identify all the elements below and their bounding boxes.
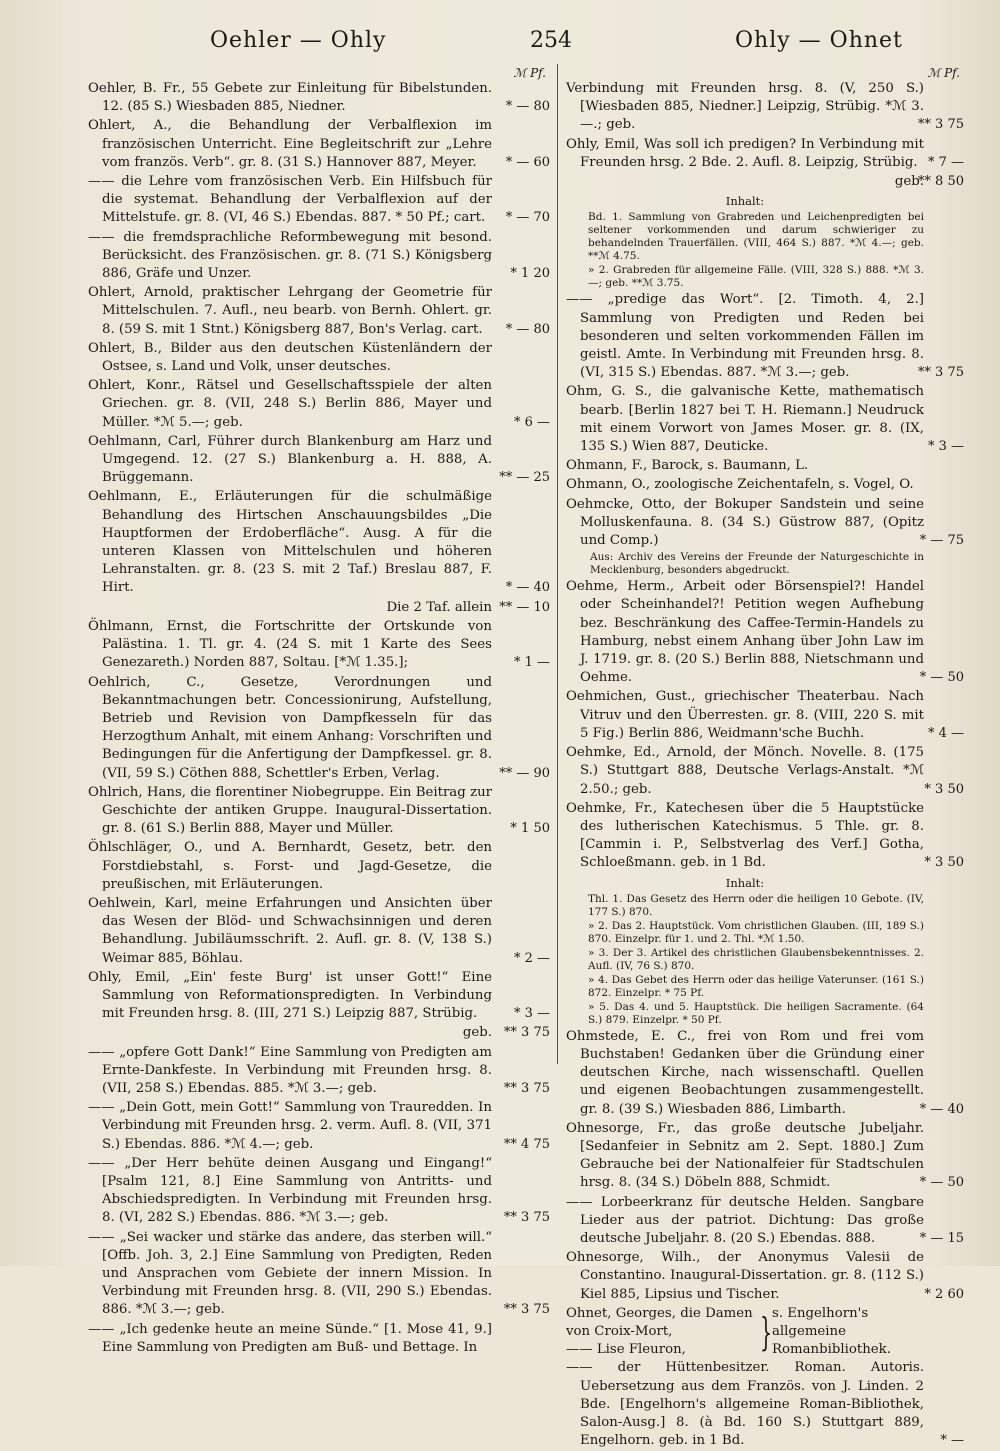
- ohnet-huettenbesitzer-entry: [566, 1359, 964, 1450]
- bracket-left-line-1: Ohnet, Georges, die Damen von Croix-Mort,: [566, 1305, 753, 1339]
- header-right-title: Ohly — Ohnet: [735, 28, 903, 53]
- entry-text: Oehlwein, Karl, meine Erfahrungen und Ansichten über das Wesen der Blöd- und Schwachsinnigen und deren Behandlung. Jubiläumsschrift. 2. Aufl. gr. 8. (V, 138 S.) Weimar 885, Böhlau.: [88, 895, 492, 966]
- entry-text: —— „opfere Gott Dank!“ Eine Sammlung von Predigten am Ernte-Dankfeste. In Verbindung mit Freunden hrsg. 8. (VII, 258 S.) Ebendas. 885. *ℳ 3.—; geb.: [88, 1044, 492, 1096]
- catalog-entry: [88, 969, 550, 1024]
- entry-text: Oehlmann, E., Erläuterungen für die schulmäßige Behandlung des Hirtschen Anschauungsbildes „Die Hauptformen der Erdoberfläche“. Ausg. A für die unteren Klassen von Mittelschulen und höheren Lehranstalten. gr. 8. (23 S. mit 2 Taf.) Breslau 887, F. Hirt.: [88, 489, 492, 596]
- catalog-entry: [566, 1249, 964, 1304]
- entry-text: Ohlert, Konr., Rätsel und Gesellschaftsspiele der alten Griechen. gr. 8. (VII, 248 S.) Berlin 886, Mayer und Müller. *ℳ 5.—; geb.: [88, 378, 492, 430]
- catalog-entry: [88, 377, 550, 432]
- catalog-entry: [88, 599, 550, 617]
- entry-text: Oehler, B. Fr., 55 Gebete zur Einleitung für Bibelstunden. 12. (85 S.) Wiesbaden 885, Niedner.: [88, 81, 492, 115]
- entry-text: » 2. Das 2. Hauptstück. Vom christlichen Glauben. (III, 189 S.) 870. Einzelpr. für 1. und 2. Thl. *ℳ 1.50.: [588, 919, 924, 945]
- entry-price: * — 50: [919, 670, 964, 686]
- entry-text: Ohlert, B., Bilder aus den deutschen Küstenländern der Ostsee, s. Land und Volk, unser deutsches.: [88, 340, 492, 375]
- entry-text: —— die fremdsprachliche Reformbewegung mit besond. Berücksicht. des Französischen. gr. 8. (71 S.) Königsberg 886, Gräfe und Unzer.: [88, 229, 492, 282]
- catalog-entry: [566, 383, 964, 456]
- entry-text: Öhlmann, Ernst, die Fortschritte der Ortskunde von Palästina. 1. Tl. gr. 4. (24 S. mit 1 Karte des Sees Genezareth.) Norden 887, Soltau. [*ℳ 1.35.];: [88, 618, 492, 671]
- catalog-entry: [566, 291, 964, 382]
- entry-text: Thl. 1. Das Gesetz des Herrn oder die heiligen 10 Gebote. (IV, 177 S.) 870.: [588, 892, 924, 918]
- catalog-entry: [566, 457, 964, 475]
- catalog-entry: [88, 173, 550, 228]
- entry-text: Oehmke, Ed., Arnold, der Mönch. Novelle. 8. (175 S.) Stuttgart 888, Deutsche Verlags-Anstalt. *ℳ 2.50.; geb.: [566, 745, 924, 797]
- entry-price: * 7 —: [927, 154, 964, 170]
- left-unit-head: ℳ Pf.: [513, 66, 546, 80]
- header-left-title: Oehler — Ohly: [210, 28, 387, 53]
- entry-text: Ohnesorge, Fr., das große deutsche Jubeljahr. [Sedanfeier in Sebnitz am 2. Sept. 1880.] Zum Gebrauche bei der Nationalfeier für Stadtschulen hrsg. 8. (34 S.) Döbeln 888, Schmidt.: [566, 1120, 924, 1191]
- entry-price: ** 3 75: [503, 1025, 550, 1041]
- entry-text: Oehlmann, Carl, Führer durch Blankenburg am Harz und Umgegend. 12. (27 S.) Blankenburg a. H. 888, A. Brüggemann.: [88, 433, 492, 486]
- catalog-entry: [566, 264, 964, 290]
- catalog-entry: [566, 551, 964, 577]
- entry-price: ** — 90: [499, 765, 550, 781]
- entry-price: * 2 —: [513, 950, 550, 966]
- curly-brace-icon: }: [760, 1310, 773, 1355]
- entry-text: Ohly, Emil, „Ein' feste Burg' ist unser Gott!“ Eine Sammlung von Reformationspredigten. In Verbindung mit Freunden hrsg. 8. (III, 271 S.) Leipzig 887, Strübig.: [88, 969, 492, 1022]
- entry-text: Ohm, G. S., die galvanische Kette, mathematisch bearb. [Berlin 1827 bei T. H. Riemann.] Neudruck mit einem Vorwort von James Moser. gr. 8. (IX, 135 S.) Wien 887, Deuticke.: [566, 384, 924, 455]
- entry-price: ** 3 75: [503, 1302, 550, 1318]
- catalog-entry: [88, 1155, 550, 1228]
- catalog-entry: [566, 476, 964, 494]
- bracket-right-text: s. Engelhorn's allgemeine Romanbibliothek.: [772, 1305, 891, 1358]
- page-number: 254: [530, 28, 572, 53]
- catalog-entry: [566, 920, 964, 946]
- catalog-entry: [88, 488, 550, 597]
- entry-text: Ohmann, O., zoologische Zeichentafeln, s. Vogel, O.: [566, 477, 914, 493]
- catalog-entry: [566, 192, 964, 210]
- bracket-left-line-2: —— Lise Fleuron,: [566, 1342, 686, 1358]
- catalog-entry: [88, 433, 550, 488]
- entry-price: ** 8 50: [917, 174, 964, 190]
- entry-text: » 4. Das Gebet des Herrn oder das heilige Vaterunser. (161 S.) 872. Einzelpr. * 75 Pf.: [588, 973, 924, 999]
- entry-text: Oehmcke, Otto, der Bokuper Sandstein und seine Molluskenfauna. 8. (34 S.) Güstrow 887, (Opitz und Comp.): [566, 496, 924, 549]
- entry-text: Oehmke, Fr., Katechesen über die 5 Hauptstücke des lutherischen Katechismus. 5 Thle. gr. 8. [Cammin i. P., Selbstverlag des Verf.] Gotha, Schloeßmann. geb. in 1 Bd.: [566, 800, 924, 871]
- entry-text: » 5. Das 4. und 5. Hauptstück. Die heiligen Sacramente. (64 S.) 879. Einzelpr. * 50 Pf.: [588, 1000, 924, 1026]
- catalog-entry: [566, 1120, 964, 1193]
- entry-price: * 3 50: [924, 781, 964, 797]
- right-column: [566, 66, 964, 1451]
- entry-price: * 1 —: [513, 655, 550, 671]
- catalog-entry: [566, 974, 964, 1000]
- entry-price: * — 80: [505, 99, 550, 115]
- entry-text: Ohlert, A., die Behandlung der Verbalflexion im französischen Unterricht. Eine Begleitschrift zur „Lehre vom französ. Verb“. gr. 8. (31 S.) Hannover 887, Meyer.: [88, 118, 492, 170]
- entry-price: * 3 —: [927, 439, 964, 455]
- entry-text: Ohlrich, Hans, die florentiner Niobegruppe. Ein Beitrag zur Geschichte der antiken Gruppe. Inaugural-Dissertation. gr. 8. (61 S.) Berlin 888, Mayer und Müller.: [88, 784, 492, 837]
- entry-price: * — 75: [919, 533, 964, 549]
- catalog-entry: [566, 211, 964, 263]
- catalog-entry: [566, 744, 964, 799]
- catalog-entry: [88, 284, 550, 339]
- entry-text: Oehmichen, Gust., griechischer Theaterbau. Nach Vitruv und den Überresten. gr. 8. (VIII, 220 S. mit 5 Fig.) Berlin 886, Weidmann'sche Buchh.: [566, 689, 924, 741]
- catalog-entry: [566, 947, 964, 973]
- entry-price: ** — 25: [499, 470, 550, 486]
- entry-text: geb.: [462, 1025, 492, 1041]
- entry-text: Ohmstede, E. C., frei von Rom und frei vom Buchstaben! Gedanken über die Gründung einer deutschen Kirche, nach wissenschaftl. Quellen und eigenen Beobachtungen zusammengestellt. gr. 8. (39 S.) Wiesbaden 886, Limbarth.: [566, 1028, 924, 1117]
- catalog-entry: [566, 1028, 964, 1119]
- bracket-left-texts: [566, 1305, 756, 1360]
- entry-price: * 3 50: [924, 855, 964, 871]
- entry-price: ** 3 75: [917, 365, 964, 381]
- entry-price: * — 50: [919, 1175, 964, 1191]
- entry-text: Ohnesorge, Wilh., der Anonymus Valesii de Constantino. Inaugural-Dissertation. gr. 8. (112 S.) Kiel 885, Lipsius und Tischer.: [566, 1250, 924, 1302]
- left-column: [88, 66, 550, 1358]
- catalog-entry: [566, 1194, 964, 1249]
- catalog-entry: [88, 1024, 550, 1042]
- page-header: [0, 28, 1000, 62]
- entry-price: * — 15: [919, 1230, 964, 1246]
- catalog-entry: [88, 80, 550, 116]
- right-entries: [566, 80, 964, 1304]
- entry-text: —— „Sei wacker und stärke das andere, das sterben will.“ [Offb. Joh. 3, 2.] Eine Sammlung von Predigten, Reden und Ansprachen vom Gebiete der innern Mission. In Verbindung mit Freunden hrsg. 8. (VII, 290 S.) Ebendas. 886. *ℳ 3.—; geb.: [88, 1229, 492, 1318]
- entry-text: Die 2 Taf. allein: [386, 599, 492, 615]
- entry-text: —— „Dein Gott, mein Gott!“ Sammlung von Trauredden. In Verbindung mit Freunden hrsg. 2. verm. Aufl. 8. (VII, 371 S.) Ebendas. 886. *ℳ 4.—; geb.: [88, 1100, 492, 1152]
- catalog-entry: [88, 674, 550, 783]
- entry-price: * 3 —: [513, 1006, 550, 1022]
- entry-price: ** 3 75: [503, 1080, 550, 1096]
- entry-text: » 2. Grabreden für allgemeine Fälle. (VIII, 328 S.) 888. *ℳ 3.—; geb. **ℳ 3.75.: [588, 264, 924, 290]
- entry-text: Inhalt:: [725, 194, 765, 209]
- catalog-entry: [88, 1229, 550, 1320]
- catalog-entry: [88, 895, 550, 968]
- entry-text: —— „predige das Wort“. [2. Timoth. 4, 2.] Sammlung von Predigten und Reden bei besonderen und selten vorkommenden Fällen im geistl. Amte. In Verbindung mit Freunden hrsg. 8. (VI, 315 S.) Ebendas. 887. *ℳ 3.—; geb.: [566, 292, 924, 381]
- entry-text: —— Lorbeerkranz für deutsche Helden. Sangbare Lieder aus der patriot. Dichtung: Das große deutsche Jubeljahr. 8. (20 S.) Ebendas. 888.: [566, 1194, 924, 1246]
- catalog-entry: [88, 618, 550, 673]
- entry-text: —— die Lehre vom französischen Verb. Ein Hilfsbuch für die systemat. Behandlung der Verbalflexion auf der Mittelstufe. gr. 8. (VI, 46 S.) Ebendas. 887. * 50 Pf.; cart.: [88, 174, 492, 226]
- entry-text: » 3. Der 3. Artikel des christlichen Glaubensbekenntnisses. 2. Aufl. (IV, 76 S.) 870.: [588, 946, 924, 972]
- catalog-entry: [566, 893, 964, 919]
- entry-price: * — 80: [505, 321, 550, 337]
- entry-price: * 2 60: [924, 1286, 964, 1302]
- catalog-entry: [566, 578, 964, 687]
- catalog-entry: [566, 496, 964, 551]
- entry-price: * 6 —: [513, 414, 550, 430]
- entry-price: * — 40: [505, 580, 550, 596]
- entry-text: Verbindung mit Freunden hrsg. 8. (V, 250 S.) [Wiesbaden 885, Niedner.] Leipzig, Strübig. *ℳ 3.—.; geb.: [566, 81, 924, 133]
- entry-text: —— der Hüttenbesitzer. Roman. Autoris. Uebersetzung aus dem Französ. von J. Linden. 2 Bde. [Engelhorn's allgemeine Roman-Bibliothek, Salon-Ausg.] 8. (à Bd. 160 S.) Stuttgart 889, Engelhorn. geb. in 1 Bd.: [566, 1360, 924, 1449]
- entry-price: * 1 50: [510, 821, 550, 837]
- entry-price: * — 70: [505, 210, 550, 226]
- catalog-entry: [566, 688, 964, 743]
- catalog-entry: [88, 117, 550, 172]
- entry-text: Ohlert, Arnold, praktischer Lehrgang der Geometrie für Mittelschulen. 7. Aufl., neu bearb. von Bernh. Ohlert. gr. 8. (59 S. mit 1 Stnt.) Königsberg 887, Bon's Verlag. cart.: [88, 285, 492, 337]
- entry-text: —— „Der Herr behüte deinen Ausgang und Eingang!“ [Psalm 121, 8.] Eine Sammlung von Antritts- und Abschiedspredigten. In Verbindung mit Freunden hrsg. 8. (VI, 282 S.) Ebendas. 886. *ℳ 3.—; geb.: [88, 1155, 492, 1226]
- catalog-entry: [88, 784, 550, 839]
- entry-text: Ohmann, F., Barock, s. Baumann, L.: [566, 458, 809, 474]
- right-unit-head: ℳ Pf.: [927, 66, 960, 80]
- entry-price: * —: [940, 1433, 964, 1449]
- entry-text: Oehlrich, C., Gesetze, Verordnungen und Bekanntmachungen betr. Concessionirung, Aufstellung, Betrieb und Revision von Dampfkesseln für das Herzogthum Anhalt, mit einem Anhang: Vorschriften und Bedingungen für die Anfertigung der Dampfkessel. gr. 8. (VII, 59 S.) Cöthen 888, Schettler's Erben, Verlag.: [88, 674, 492, 781]
- catalog-entry: [566, 173, 964, 191]
- entry-price: * 4 —: [927, 725, 964, 741]
- column-divider: [557, 64, 558, 1064]
- entry-price: ** — 10: [499, 599, 550, 615]
- entry-price: * 1 20: [510, 266, 550, 282]
- catalog-entry: [566, 136, 964, 172]
- entry-text: Bd. 1. Sammlung von Grabreden und Leichenpredigten bei seltener vorkommenden und darum schwieriger zu behandelnden Trauerfällen. (VIII, 464 S.) 887. *ℳ 4.—; geb. **ℳ 4.75.: [588, 211, 924, 263]
- entry-price: ** 4 75: [503, 1136, 550, 1152]
- entry-text: geb.: [894, 174, 924, 190]
- catalog-entry: [88, 229, 550, 284]
- entry-price: ** 3 75: [917, 117, 964, 133]
- entry-price: * — 40: [919, 1101, 964, 1117]
- ohnet-bracket-group: [566, 1305, 964, 1360]
- entry-text: Ohly, Emil, Was soll ich predigen? In Verbindung mit Freunden hrsg. 2 Bde. 2. Aufl. 8. Leipzig, Strübig.: [566, 136, 924, 170]
- left-entries: [88, 80, 550, 1357]
- catalog-entry: [566, 1001, 964, 1027]
- catalog-entry: [88, 340, 550, 376]
- catalog-entry: [88, 1044, 550, 1099]
- catalog-entry: [566, 800, 964, 873]
- entry-text: Öhlschläger, O., und A. Bernhardt, Gesetz, betr. den Forstdiebstahl, s. Forst- und Jagd-Gesetze, die preußischen, mit Erläuterungen.: [88, 840, 492, 892]
- entry-text: Inhalt:: [725, 875, 765, 890]
- entry-price: * — 60: [505, 154, 550, 170]
- catalog-entry: [88, 839, 550, 894]
- catalog-entry: [88, 1321, 550, 1357]
- entry-price: ** 3 75: [503, 1210, 550, 1226]
- entry-text: —— „Ich gedenke heute an meine Sünde.“ [1. Mose 41, 9.] Eine Sammlung von Predigten am Buß- und Bettage. In: [88, 1321, 492, 1355]
- entry-text: Aus: Archiv des Vereins der Freunde der Naturgeschichte in Mecklenburg, besonders abgedruckt.: [590, 551, 924, 577]
- catalog-entry: [88, 1099, 550, 1154]
- catalog-entry: [566, 874, 964, 892]
- entry-text: Oehme, Herm., Arbeit oder Börsenspiel?! Handel oder Scheinhandel?! Petition wegen Aufhebung bez. Beschränkung des Caffee-Termin-Handels zu Hamburg, nebst einem Anhang über John Law im J. 1719. gr. 8. (20 S.) Berlin 888, Nietschmann und Oehme.: [566, 579, 924, 686]
- catalog-entry: [566, 80, 964, 135]
